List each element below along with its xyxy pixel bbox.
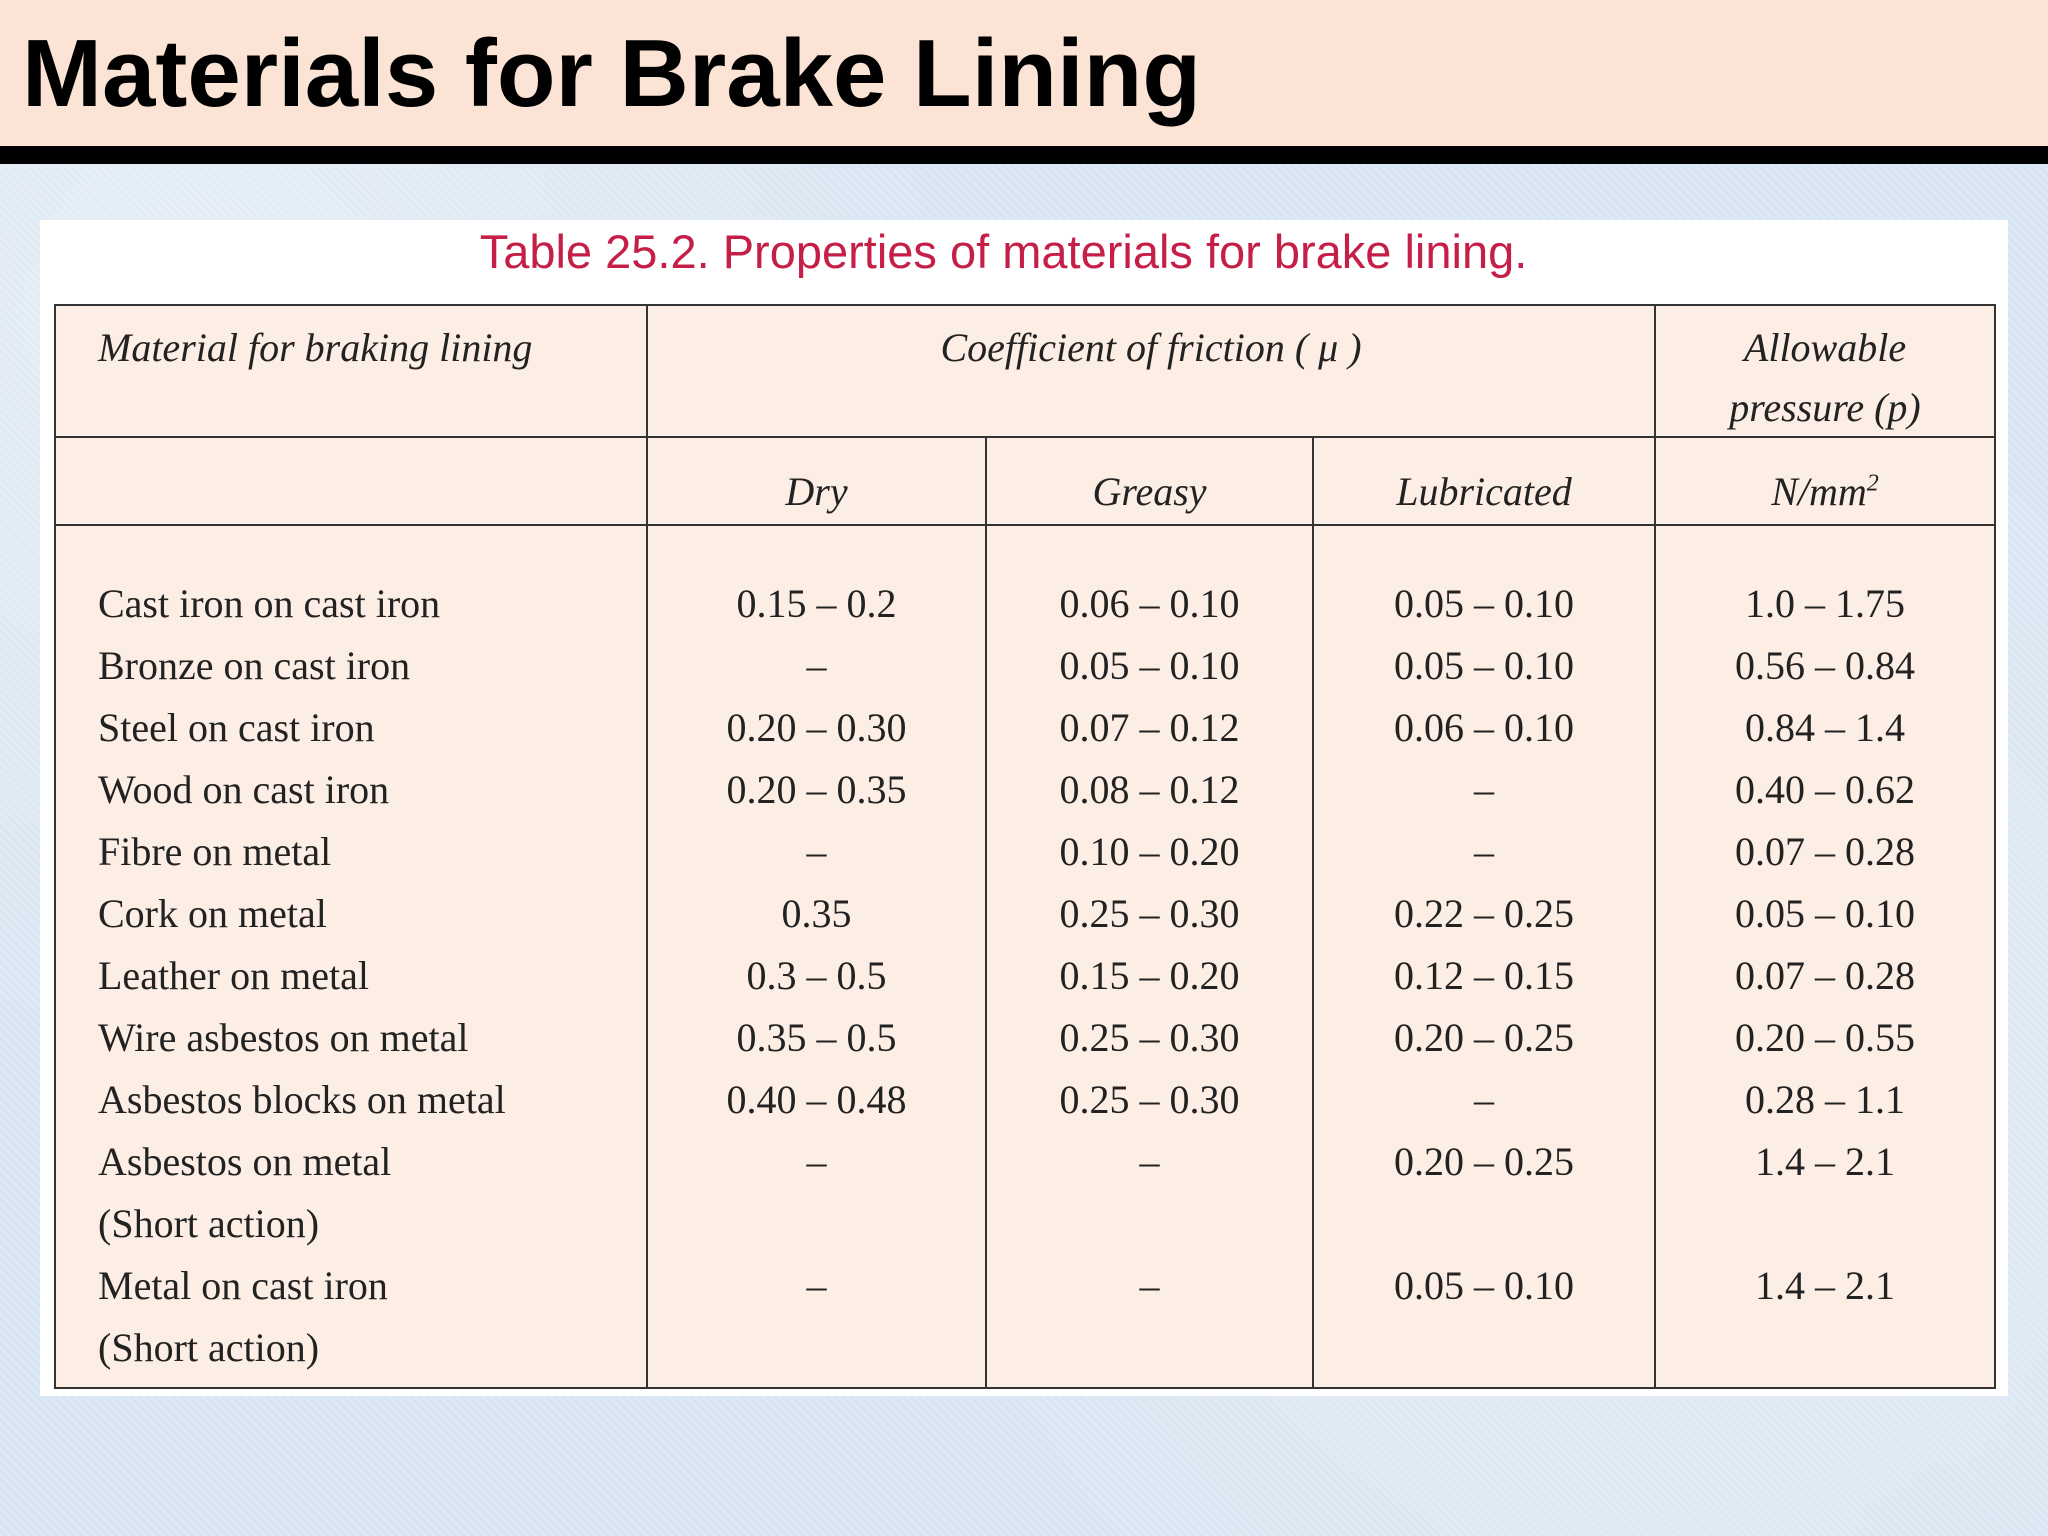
- cell-lubricated: 0.05 – 0.10: [1394, 581, 1574, 626]
- cell-material: (Short action): [98, 1325, 320, 1370]
- unit-base: N/mm: [1771, 469, 1867, 514]
- cell-greasy: 0.05 – 0.10: [1059, 643, 1240, 688]
- cell-greasy: –: [1139, 1139, 1160, 1184]
- cell-greasy: 0.25 – 0.30: [1059, 1077, 1240, 1122]
- cell-material: Cast iron on cast iron: [98, 581, 441, 626]
- cell-dry: –: [806, 829, 827, 874]
- header-greasy: Greasy: [1092, 469, 1207, 514]
- cell-lubricated: 0.06 – 0.10: [1394, 705, 1574, 750]
- cell-dry: 0.35 – 0.5: [736, 1015, 897, 1060]
- cell-material: Cork on metal: [98, 891, 327, 936]
- cell-greasy: –: [1139, 1263, 1160, 1308]
- header-lubricated: Lubricated: [1396, 469, 1572, 514]
- cell-dry: 0.35: [781, 891, 852, 936]
- cell-pressure: 0.28 – 1.1: [1745, 1077, 1905, 1122]
- cell-lubricated: 0.20 – 0.25: [1394, 1139, 1574, 1184]
- cell-material: Asbestos blocks on metal: [98, 1077, 506, 1122]
- header-divider-bottom: [56, 524, 1994, 526]
- cell-material: Fibre on metal: [98, 829, 332, 874]
- cell-material: Bronze on cast iron: [98, 643, 411, 688]
- cell-dry: 0.40 – 0.48: [726, 1077, 907, 1122]
- cell-dry: 0.20 – 0.35: [726, 767, 907, 812]
- cell-material: Leather on metal: [98, 953, 369, 998]
- header-pressure-line2: pressure (p): [1729, 385, 1921, 430]
- cell-dry: –: [806, 1263, 827, 1308]
- cell-pressure: 0.07 – 0.28: [1735, 829, 1915, 874]
- cell-pressure: 0.05 – 0.10: [1735, 891, 1915, 936]
- cell-lubricated: 0.12 – 0.15: [1394, 953, 1574, 998]
- header-dry: Dry: [785, 469, 848, 514]
- title-underline: [0, 146, 2048, 164]
- cell-pressure: 1.4 – 2.1: [1755, 1263, 1895, 1308]
- header-unit: [1656, 468, 1994, 516]
- cell-material: Steel on cast iron: [98, 705, 375, 750]
- cell-dry: 0.20 – 0.30: [726, 705, 907, 750]
- cell-material: Asbestos on metal: [98, 1139, 392, 1184]
- cell-lubricated: –: [1474, 1077, 1494, 1122]
- table-caption: Table 25.2. Properties of materials for brake lining.: [479, 225, 1528, 278]
- cell-greasy: 0.08 – 0.12: [1059, 767, 1240, 812]
- cell-lubricated: 0.05 – 0.10: [1394, 643, 1574, 688]
- cell-pressure: 1.0 – 1.75: [1745, 581, 1905, 626]
- cell-dry: –: [806, 1139, 827, 1184]
- cell-greasy: 0.07 – 0.12: [1059, 705, 1240, 750]
- header-material: Material for braking lining: [98, 325, 533, 370]
- cell-lubricated: –: [1474, 767, 1494, 812]
- unit-exponent: 2: [1866, 470, 1879, 497]
- cell-greasy: 0.25 – 0.30: [1059, 891, 1240, 936]
- cell-material: Wood on cast iron: [98, 767, 390, 812]
- cell-greasy: 0.06 – 0.10: [1059, 581, 1240, 626]
- cell-pressure: 0.56 – 0.84: [1735, 643, 1915, 688]
- cell-pressure: 0.07 – 0.28: [1735, 953, 1915, 998]
- cell-pressure: 0.84 – 1.4: [1745, 705, 1905, 750]
- cell-pressure: 0.40 – 0.62: [1735, 767, 1915, 812]
- cell-dry: 0.3 – 0.5: [746, 953, 887, 998]
- header-coefficient: Coefficient of friction ( μ ): [940, 325, 1362, 370]
- cell-greasy: 0.15 – 0.20: [1059, 953, 1240, 998]
- slide-title: Materials for Brake Lining: [22, 20, 1201, 127]
- cell-material: Wire asbestos on metal: [98, 1015, 469, 1060]
- header-divider-top: [56, 436, 1994, 438]
- cell-material: (Short action): [98, 1201, 320, 1246]
- cell-dry: 0.15 – 0.2: [736, 581, 897, 626]
- cell-lubricated: 0.20 – 0.25: [1394, 1015, 1574, 1060]
- cell-lubricated: –: [1474, 829, 1494, 874]
- cell-pressure: 0.20 – 0.55: [1735, 1015, 1915, 1060]
- cell-greasy: 0.10 – 0.20: [1059, 829, 1240, 874]
- cell-greasy: 0.25 – 0.30: [1059, 1015, 1240, 1060]
- cell-lubricated: 0.22 – 0.25: [1394, 891, 1574, 936]
- cell-lubricated: 0.05 – 0.10: [1394, 1263, 1574, 1308]
- cell-pressure: 1.4 – 2.1: [1755, 1139, 1895, 1184]
- cell-dry: –: [806, 643, 827, 688]
- properties-table: [54, 304, 1996, 1389]
- cell-material: Metal on cast iron: [98, 1263, 388, 1308]
- title-band: [0, 0, 2048, 146]
- header-pressure-line1: Allowable: [1743, 325, 1907, 370]
